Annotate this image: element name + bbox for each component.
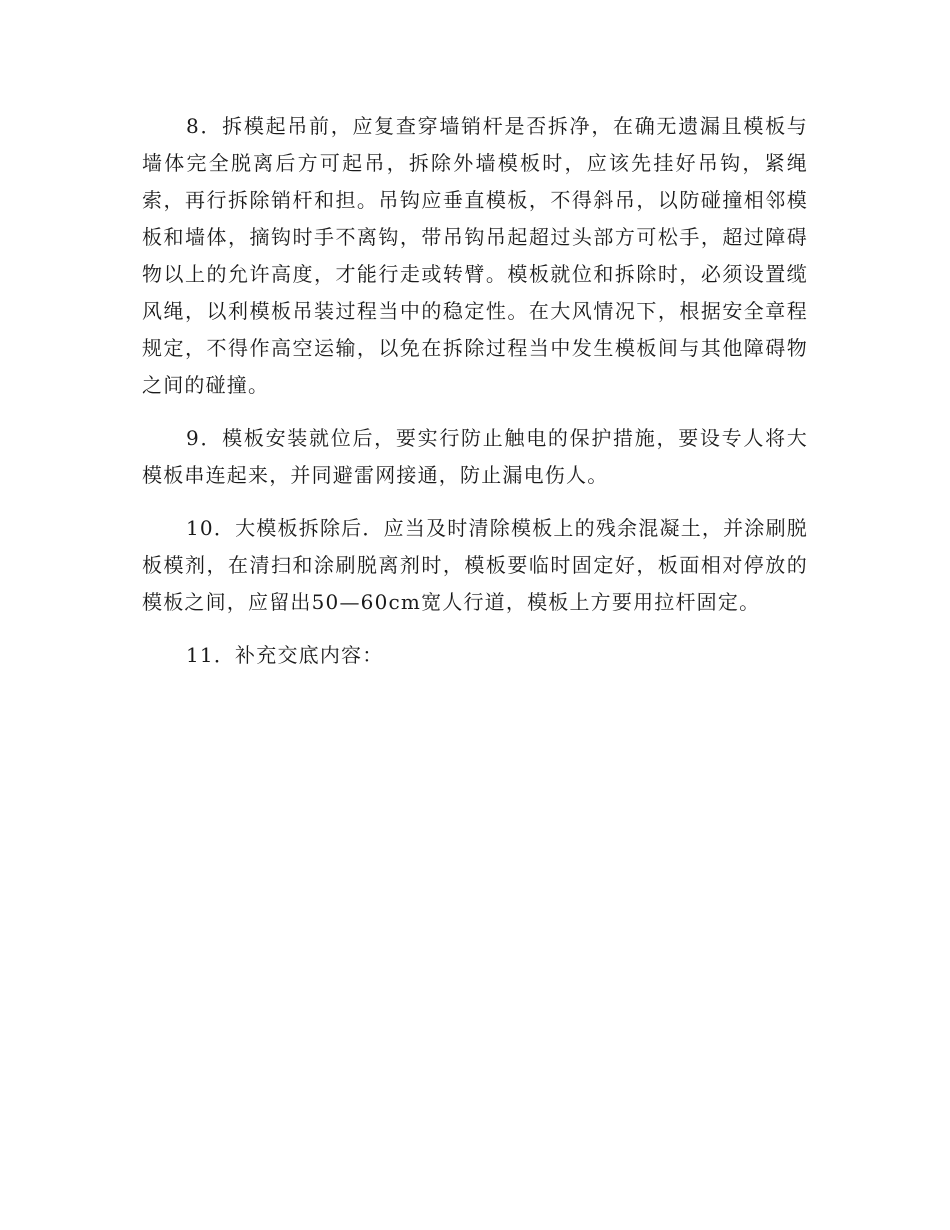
- document-body: [142, 108, 808, 690]
- paragraph-item-10: 10．大模板拆除后．应当及时清除模板上的残余混凝土，并涂刷脱板模剂，在清扫和涂刷脱离剂时，模板要临时固定好，板面相对停放的模板之间，应留出50—60cm宽人行道，模板上方要用拉杆固定。: [142, 516, 808, 614]
- paragraph-item-9: 9．模板安装就位后，要实行防止触电的保护措施，要设专人将大模板串连起来，并同避雷网接通，防止漏电伤人。: [142, 426, 808, 487]
- paragraph-item-11: 11．补充交底内容：: [186, 643, 384, 667]
- paragraph-item-8: 8．拆模起吊前，应复查穿墙销杆是否拆净，在确无遗漏且模板与墙体完全脱离后方可起吊，拆除外墙模板时，应该先挂好吊钩，紧绳索，再行拆除销杆和担。吊钩应垂直模板，不得斜吊，以防碰撞相邻模板和墙体，摘钩时手不离钩，带吊钩吊起超过头部方可松手，超过障碍物以上的允许高度，才能行走或转臂。模板就位和拆除时，必须设置缆风绳，以利模板吊装过程当中的稳定性。在大风情况下，根据安全章程规定，不得作高空运输，以免在拆除过程当中发生模板间与其他障碍物之间的碰撞。: [142, 114, 808, 397]
